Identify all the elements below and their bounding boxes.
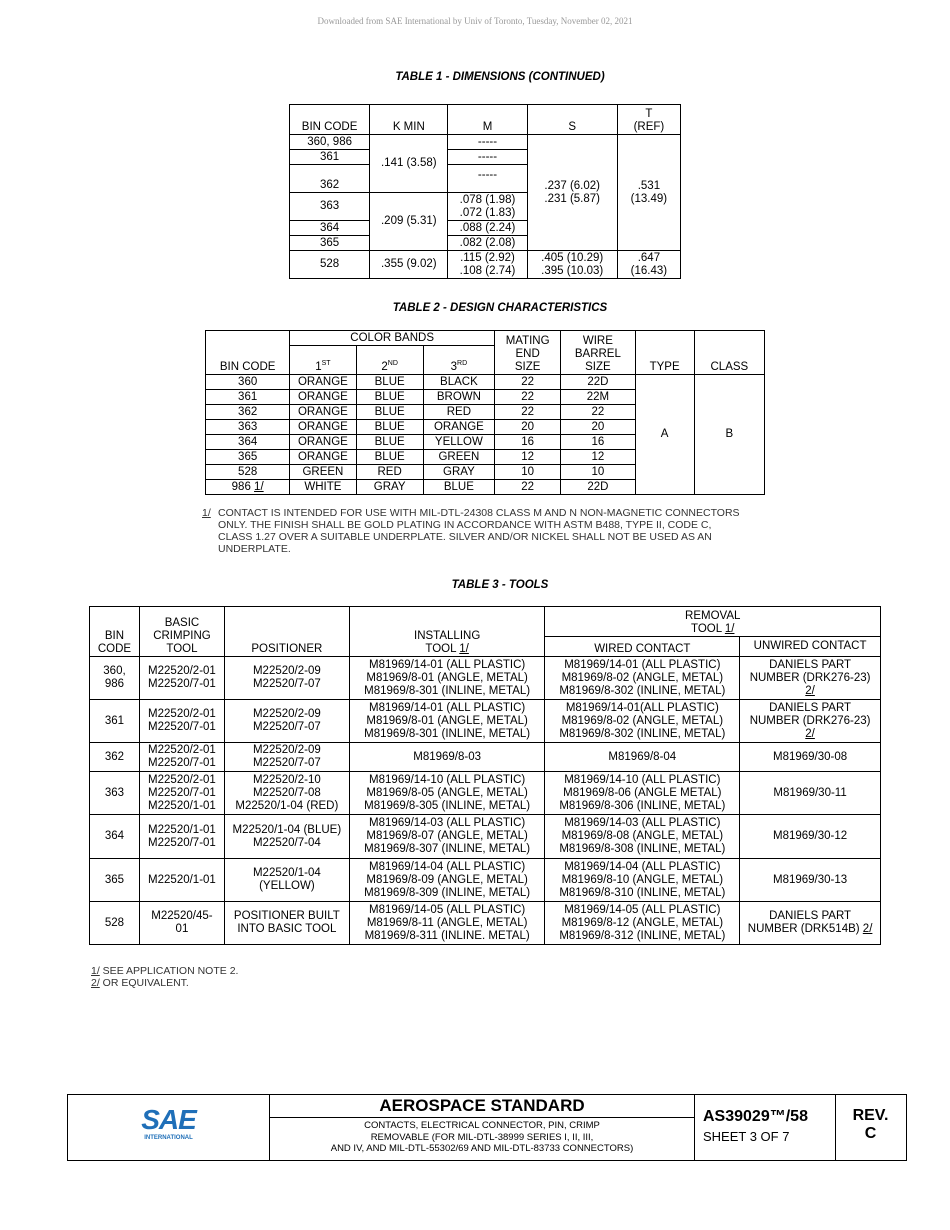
table-row: 528 M22520/45- 01 POSITIONER BUILT INTO BASIC TOOL M81969/14-05 (ALL PLASTIC) M81969/8-11 (ANGLE, METAL) M81969/8-311 (INLINE. METAL) M81969/14-05 (ALL PLASTIC) M81969/8-12 (ANGLE, METAL) M81969/8-312 (INLINE, METAL) DANIELS PART NUMBER (DRK514B) 2/ <box>90 902 881 945</box>
t1-k-cell: .141 (3.58) <box>370 135 448 193</box>
t1-bin: 362 <box>290 165 370 193</box>
t2-header-color-bands: COLOR BANDS <box>290 331 495 346</box>
t3-header-removal: REMOVAL TOOL 1/ <box>545 607 881 637</box>
t1-s-cell: .237 (6.02) .231 (5.87) <box>527 135 617 251</box>
t2-header-bin: BIN CODE <box>206 331 290 375</box>
t3-header-bin: BIN CODE <box>90 607 140 657</box>
t2-note-text: CONTACT IS INTENDED FOR USE WITH MIL-DTL-24308 CLASS M AND N NON-MAGNETIC CONNECTORS ONLY. THE FINISH SHALL BE GOLD PLATING IN ACCORDANCE WITH ASTM B488, TYPE II, CODE C, CLASS 1.27 OVER A SUITABLE UNDERPLATE. SILVER AND/OR NICKEL SHALL NOT BE USED AS AN UNDERPLATE. <box>218 507 740 555</box>
table-row: 363 ORANGE BLUE ORANGE 20 20 <box>206 420 765 435</box>
table-row: 362 M22520/2-01 M22520/7-01 M22520/2-09 M22520/7-07 M81969/8-03 M81969/8-04 M81969/30-08 <box>90 743 881 772</box>
download-notice: Downloaded from SAE International by Univ of Toronto, Tuesday, November 02, 2021 <box>317 16 633 26</box>
t3-header-unwired: UNWIRED CONTACT <box>740 637 881 657</box>
sae-logo-sub: INTERNATIONAL <box>144 1135 193 1141</box>
t1-header-m: M <box>448 105 527 135</box>
t1-k-cell: .355 (9.02) <box>370 251 448 279</box>
table1-caption: TABLE 1 - DIMENSIONS (CONTINUED) <box>395 71 605 83</box>
table-row: 362 ORANGE BLUE RED 22 22 <box>206 405 765 420</box>
t2-header-second: 2ND <box>356 346 423 375</box>
t1-s-cell: .405 (10.29) .395 (10.03) <box>527 251 617 279</box>
t3-header-installing: INSTALLING TOOL 1/ <box>349 607 545 657</box>
t2-note-number: 1/ <box>202 507 211 519</box>
table-row: 986 1/ WHITE GRAY BLUE 22 22D <box>206 480 765 495</box>
t1-header-bin: BIN CODE <box>290 105 370 135</box>
table3-caption: TABLE 3 - TOOLS <box>451 579 549 591</box>
t1-t-cell: .647 (16.43) <box>617 251 680 279</box>
t1-m-cell: ----- <box>448 150 527 165</box>
t2-class-cell: B <box>694 375 764 495</box>
sheet-number: SHEET 3 OF 7 <box>703 1129 790 1144</box>
t3-note: 1/ SEE APPLICATION NOTE 2. <box>91 965 239 977</box>
t1-bin: 364 <box>290 221 370 236</box>
t2-header-mating: MATING END SIZE <box>495 331 561 375</box>
table-row: 361 ORANGE BLUE BROWN 22 22M <box>206 390 765 405</box>
t3-note: 2/ OR EQUIVALENT. <box>91 977 189 989</box>
t1-header-s: S <box>527 105 617 135</box>
table-row: 361 M22520/2-01 M22520/7-01 M22520/2-09 M22520/7-07 M81969/14-01 (ALL PLASTIC) M81969/8-01 (ANGLE, METAL) M81969/8-301 (INLINE, METAL) M81969/14-01(ALL PLASTIC) M81969/8-02 (ANGLE, METAL) M81969/8-302 (INLINE, METAL) DANIELS PART NUMBER (DRK276-23) 2/ <box>90 700 881 743</box>
revision-label: REV. <box>852 1107 889 1124</box>
sae-logo-cell <box>68 1095 270 1160</box>
t1-m-cell: .078 (1.98) .072 (1.83) <box>448 193 527 221</box>
doc-number: AS39029™/58 <box>703 1108 808 1125</box>
t1-bin: 360, 986 <box>290 135 370 150</box>
t3-notes <box>91 965 491 989</box>
table-row: 364 ORANGE BLUE YELLOW 16 16 <box>206 435 765 450</box>
table-row: 364 M22520/1-01 M22520/7-01 M22520/1-04 (BLUE) M22520/7-04 M81969/14-03 (ALL PLASTIC) M81969/8-07 (ANGLE, METAL) M81969/8-307 (INLINE, METAL) M81969/14-03 (ALL PLASTIC) M81969/8-08 (ANGLE, METAL) M81969/8-308 (INLINE, METAL) M81969/30-12 <box>90 815 881 859</box>
table-row: 363 M22520/2-01 M22520/7-01 M22520/1-01 M22520/2-10 M22520/7-08 M22520/1-04 (RED) M81969/14-10 (ALL PLASTIC) M81969/8-05 (ANGLE, METAL) M81969/8-305 (INLINE, METAL) M81969/14-10 (ALL PLASTIC) M81969/8-06 (ANGLE METAL) M81969/8-306 (INLINE, METAL) M81969/30-11 <box>90 772 881 815</box>
standard-description: CONTACTS, ELECTRICAL CONNECTOR, PIN, CRIMP REMOVABLE (FOR MIL-DTL-38999 SERIES I, II, III, AND IV, AND MIL-DTL-55302/69 AND MIL-DTL-83733 CONNECTORS) <box>330 1120 634 1154</box>
t1-t-cell: .531 (13.49) <box>617 135 680 251</box>
revision-value: C <box>864 1125 877 1142</box>
t2-header-third: 3RD <box>423 346 494 375</box>
table3 <box>89 606 881 945</box>
t2-header-first: 1ST <box>290 346 356 375</box>
table-row: 360 ORANGE BLUE BLACK 22 22D A B <box>206 375 765 390</box>
table-row: 528 GREEN RED GRAY 10 10 <box>206 465 765 480</box>
t1-header-k: K MIN <box>370 105 448 135</box>
sae-logo: SAE <box>141 1104 196 1135</box>
t2-type-cell: A <box>635 375 694 495</box>
t2-header-type: TYPE <box>635 331 694 375</box>
t3-header-crimp: BASIC CRIMPING TOOL <box>139 607 224 657</box>
table-row: 365 M22520/1-01 M22520/1-04 (YELLOW) M81969/14-04 (ALL PLASTIC) M81969/8-09 (ANGLE, METAL) M81969/8-309 (INLINE, METAL) M81969/14-04 (ALL PLASTIC) M81969/8-10 (ANGLE, METAL) M81969/8-310 (INLINE, METAL) M81969/30-13 <box>90 859 881 902</box>
doc-number-cell <box>694 1095 836 1160</box>
t1-bin: 365 <box>290 236 370 251</box>
t1-m-cell: ----- <box>448 165 527 193</box>
table-row: 360, 986 M22520/2-01 M22520/7-01 M22520/2-09 M22520/7-07 M81969/14-01 (ALL PLASTIC) M81969/8-01 (ANGLE, METAL) M81969/8-301 (INLINE, METAL) M81969/14-01 (ALL PLASTIC) M81969/8-02 (ANGLE, METAL) M81969/8-302 (INLINE, METAL) DANIELS PART NUMBER (DRK276-23) 2/ <box>90 657 881 700</box>
revision-cell <box>835 1095 906 1160</box>
t2-header-class: CLASS <box>694 331 764 375</box>
t3-header-wired: WIRED CONTACT <box>545 637 740 657</box>
t1-m-cell: .082 (2.08) <box>448 236 527 251</box>
table2-caption: TABLE 2 - DESIGN CHARACTERISTICS <box>392 302 608 314</box>
t3-header-positioner: POSITIONER <box>224 607 349 657</box>
t1-m-cell: .088 (2.24) <box>448 221 527 236</box>
t1-header-t: T (REF) <box>617 105 680 135</box>
t2-header-wire: WIRE BARREL SIZE <box>561 331 635 375</box>
t1-m-cell: .115 (2.92) .108 (2.74) <box>448 251 527 279</box>
t1-bin: 363 <box>290 193 370 221</box>
standard-title: AEROSPACE STANDARD <box>270 1095 694 1118</box>
title-block <box>67 1094 907 1161</box>
t1-bin: 528 <box>290 251 370 279</box>
t1-m-cell: ----- <box>448 135 527 150</box>
t1-k-cell: .209 (5.31) <box>370 193 448 251</box>
t1-bin: 361 <box>290 150 370 165</box>
table2 <box>205 330 765 495</box>
table-row: 365 ORANGE BLUE GREEN 12 12 <box>206 450 765 465</box>
table1 <box>289 104 681 279</box>
